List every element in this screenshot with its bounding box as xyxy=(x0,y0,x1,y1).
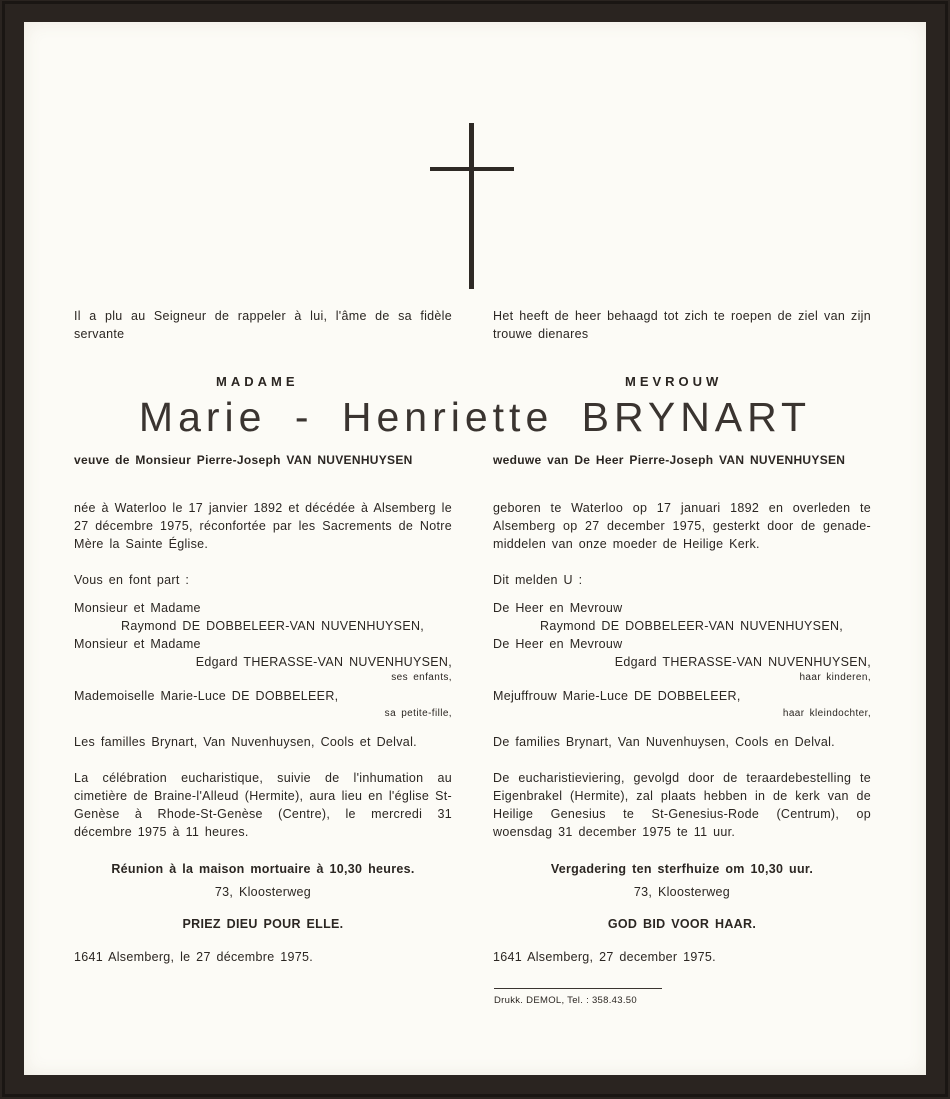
fr-ceremony: La célébration eucharistique, suivie de l'inhumation au cimetière de Braine-l'Alleud (Hermite), aura lieu en l'église St-Genèse à Rhode-St-Genèse (Centre), le mercredi 31 décembre 1975 à 11 heures. xyxy=(74,771,452,839)
printer-rule xyxy=(494,988,662,989)
fr-prayer: PRIEZ DIEU POUR ELLE. xyxy=(182,917,344,931)
nl-meeting: Vergadering ten sterfhuize om 10,30 uur. xyxy=(550,862,814,876)
nl-family1-name: Raymond DE DOBBELEER-VAN NUVENHUYSEN, xyxy=(540,619,844,633)
fr-meeting: Réunion à la maison mortuaire à 10,30 heures. xyxy=(111,862,415,876)
nl-ceremony: De eucharistieviering, gevolgd door de teraardebestelling te Eigenbrakel (Hermite), zal plaats hebben in de kerk van de Heilige Genesius te St-Genesius-Rode (Centrum), op woensdag 31 december 1975 te 11 uur. xyxy=(493,771,871,839)
nl-widow: weduwe van De Heer Pierre-Joseph VAN NUVENHUYSEN xyxy=(493,453,846,467)
fr-born: née à Waterloo le 17 janvier 1892 et décédée à Alsemberg le 27 décembre 1975, réconfortée par les Sacrements de Notre Mère la Sainte Église. xyxy=(74,501,452,551)
nl-place-date: 1641 Alsemberg, 27 december 1975. xyxy=(493,950,716,964)
fr-granddaughter: sa petite-fille, xyxy=(384,708,452,719)
nl-prayer: GOD BID VOOR HAAR. xyxy=(607,917,757,931)
deceased-name: Marie - Henriette BRYNART xyxy=(138,394,812,440)
nl-families: De families Brynart, Van Nuvenhuysen, Cools en Delval. xyxy=(493,735,835,749)
fr-family2-title: Monsieur et Madame xyxy=(74,637,201,651)
fr-granddaughter-name: Mademoiselle Marie-Luce DE DOBBELEER, xyxy=(74,689,339,703)
fr-announce: Vous en font part : xyxy=(74,573,190,587)
nl-family1-title: De Heer en Mevrouw xyxy=(493,601,623,615)
nl-family2-title: De Heer en Mevrouw xyxy=(493,637,623,651)
fr-family1-title: Monsieur et Madame xyxy=(74,601,201,615)
fr-children: ses enfants, xyxy=(391,672,452,683)
fr-family1-name: Raymond DE DOBBELEER-VAN NUVENHUYSEN, xyxy=(121,619,425,633)
title-fr: MADAME xyxy=(216,374,299,389)
nl-granddaughter-name: Mejuffrouw Marie-Luce DE DOBBELEER, xyxy=(493,689,741,703)
fr-widow: veuve de Monsieur Pierre-Joseph VAN NUVENHUYSEN xyxy=(74,453,413,467)
title-nl: MEVROUW xyxy=(625,374,723,389)
fr-address: 73, Kloosterweg xyxy=(214,885,312,899)
memorial-card xyxy=(24,22,926,1075)
nl-intro: Het heeft de heer behaagd tot zich te roepen de ziel van zijn trouwe dienares xyxy=(493,309,871,341)
nl-family2-name: Edgard THERASSE-VAN NUVENHUYSEN, xyxy=(614,655,871,669)
nl-granddaughter: haar kleindochter, xyxy=(782,708,871,719)
fr-family2-name: Edgard THERASSE-VAN NUVENHUYSEN, xyxy=(195,655,452,669)
nl-born: geboren te Waterloo op 17 januari 1892 en overleden te Alsemberg op 27 december 1975, gesterkt door de genade-middelen van onze moeder de Heilige Kerk. xyxy=(493,501,871,551)
nl-children: haar kinderen, xyxy=(799,672,871,683)
fr-families: Les familles Brynart, Van Nuvenhuysen, Cools et Delval. xyxy=(74,735,417,749)
nl-announce: Dit melden U : xyxy=(493,573,583,587)
nl-address: 73, Kloosterweg xyxy=(633,885,731,899)
fr-place-date: 1641 Alsemberg, le 27 décembre 1975. xyxy=(74,950,314,964)
printer-credit: Drukk. DEMOL, Tel. : 358.43.50 xyxy=(494,995,637,1006)
fr-intro: Il a plu au Seigneur de rappeler à lui, l'âme de sa fidèle servante xyxy=(74,309,452,341)
